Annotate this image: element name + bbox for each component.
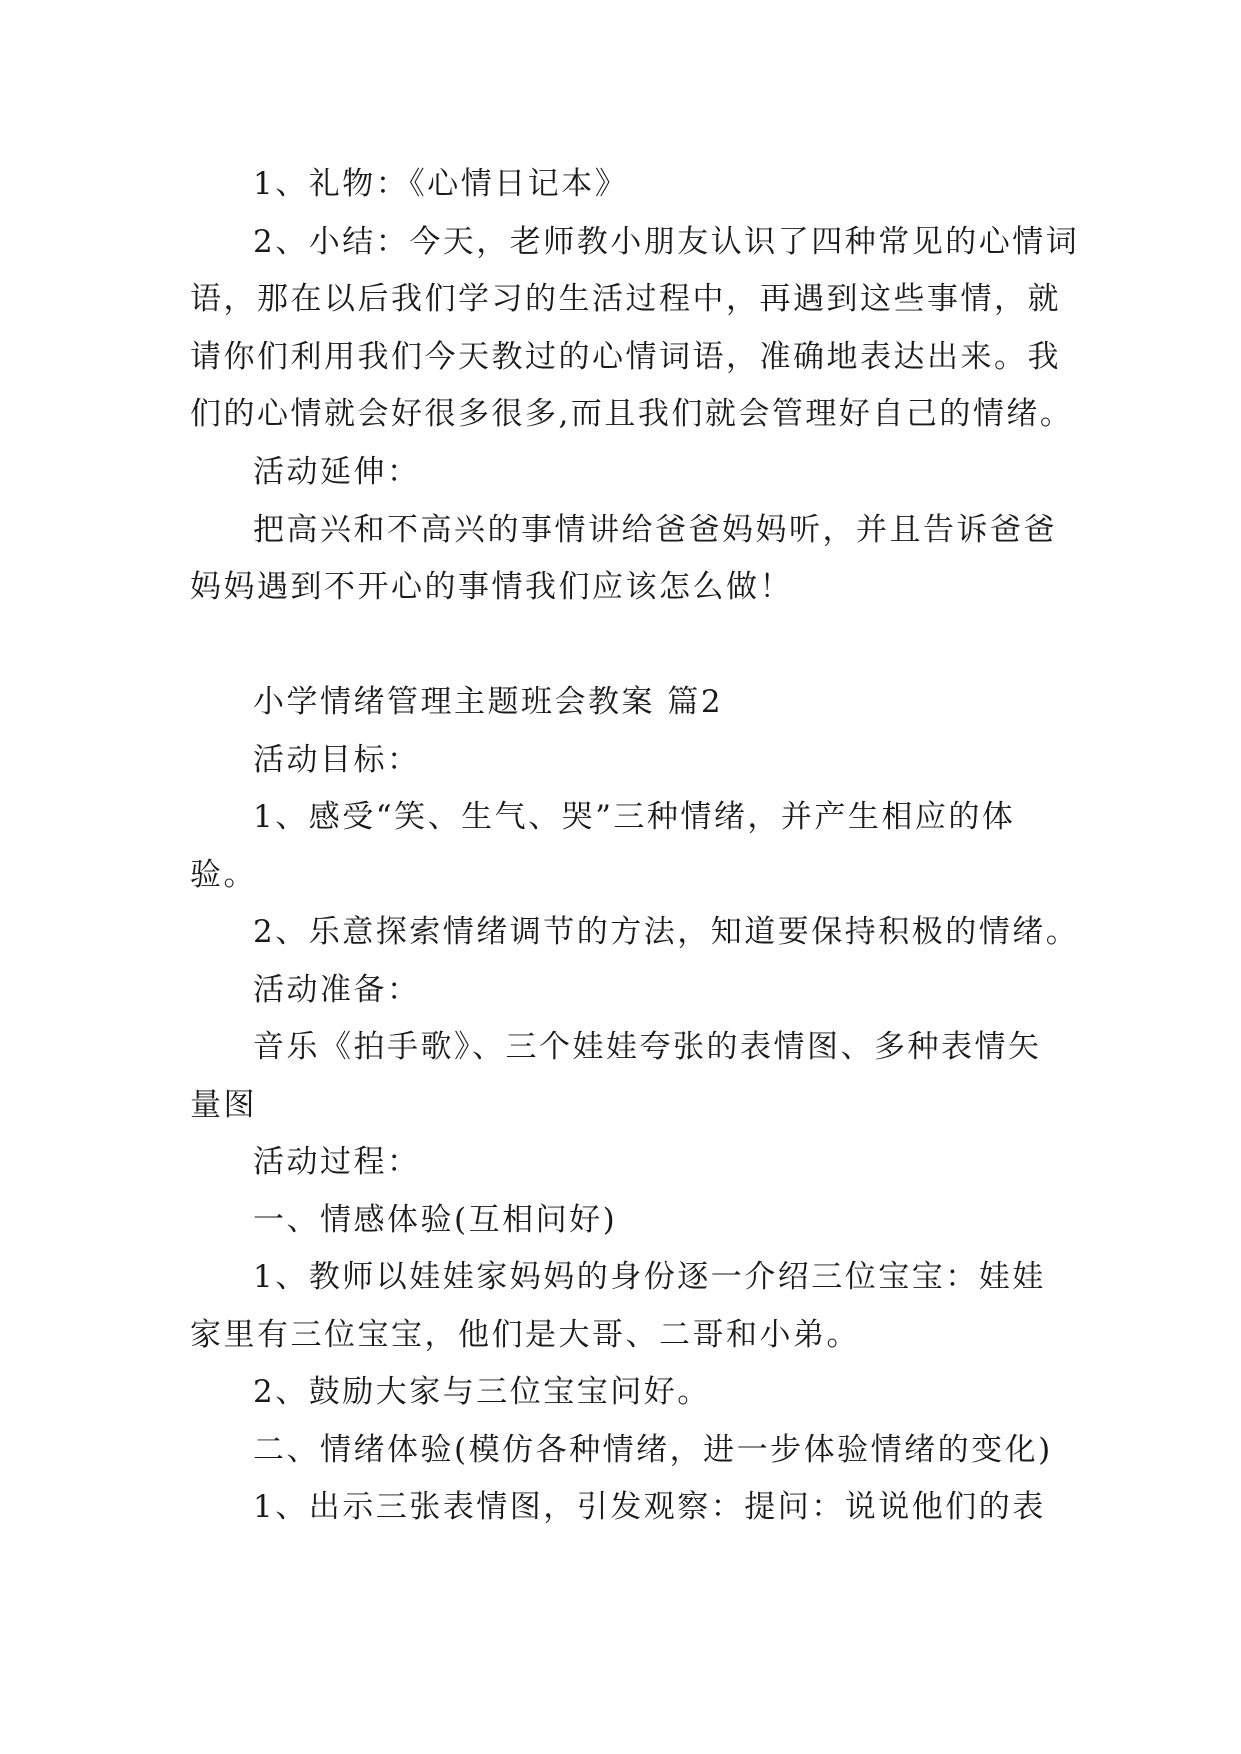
section-title: 小学情绪管理主题班会教案 篇2 bbox=[253, 684, 724, 720]
goals-heading: 活动目标： bbox=[253, 742, 421, 778]
summary-line-4: 们的心情就会好很多很多,而且我们就会管理好自己的情绪。 bbox=[190, 396, 1074, 432]
gift-line: 1、礼物：《心情日记本》 bbox=[253, 166, 629, 202]
step-2-heading: 二、情绪体验(模仿各种情绪，进一步体验情绪的变化) bbox=[253, 1432, 1053, 1468]
step-1-heading: 一、情感体验(互相问好) bbox=[253, 1202, 618, 1238]
goal-1-line-2: 验。 bbox=[190, 857, 257, 893]
process-heading: 活动过程： bbox=[253, 1144, 421, 1180]
summary-line-1: 2、小结：今天，老师教小朋友认识了四种常见的心情词 bbox=[253, 224, 1080, 260]
step-1-item-2: 2、鼓励大家与三位宝宝问好。 bbox=[253, 1374, 711, 1410]
extension-line-2: 妈妈遇到不开心的事情我们应该怎么做！ bbox=[190, 569, 793, 605]
summary-line-3: 请你们利用我们今天教过的心情词语，准确地表达出来。我 bbox=[190, 339, 1061, 375]
preparation-line-2: 量图 bbox=[190, 1087, 257, 1123]
goal-1-line-1: 1、感受“笑、生气、哭”三种情绪，并产生相应的体 bbox=[253, 799, 1016, 835]
step-1-item-1-line-2: 家里有三位宝宝，他们是大哥、二哥和小弟。 bbox=[190, 1317, 860, 1353]
step-1-item-1-line-1: 1、教师以娃娃家妈妈的身份逐一介绍三位宝宝：娃娃 bbox=[253, 1259, 1046, 1295]
preparation-line-1: 音乐《拍手歌》、三个娃娃夸张的表情图、多种表情矢 bbox=[253, 1029, 1042, 1065]
step-2-item-1: 1、出示三张表情图，引发观察：提问：说说他们的表 bbox=[253, 1489, 1046, 1525]
extension-heading: 活动延伸： bbox=[253, 454, 421, 490]
preparation-heading: 活动准备： bbox=[253, 972, 421, 1008]
goal-2: 2、乐意探索情绪调节的方法，知道要保持积极的情绪。 bbox=[253, 914, 1080, 950]
extension-line-1: 把高兴和不高兴的事情讲给爸爸妈妈听，并且告诉爸爸 bbox=[253, 512, 1057, 548]
summary-line-2: 语，那在以后我们学习的生活过程中，再遇到这些事情，就 bbox=[190, 281, 1061, 317]
